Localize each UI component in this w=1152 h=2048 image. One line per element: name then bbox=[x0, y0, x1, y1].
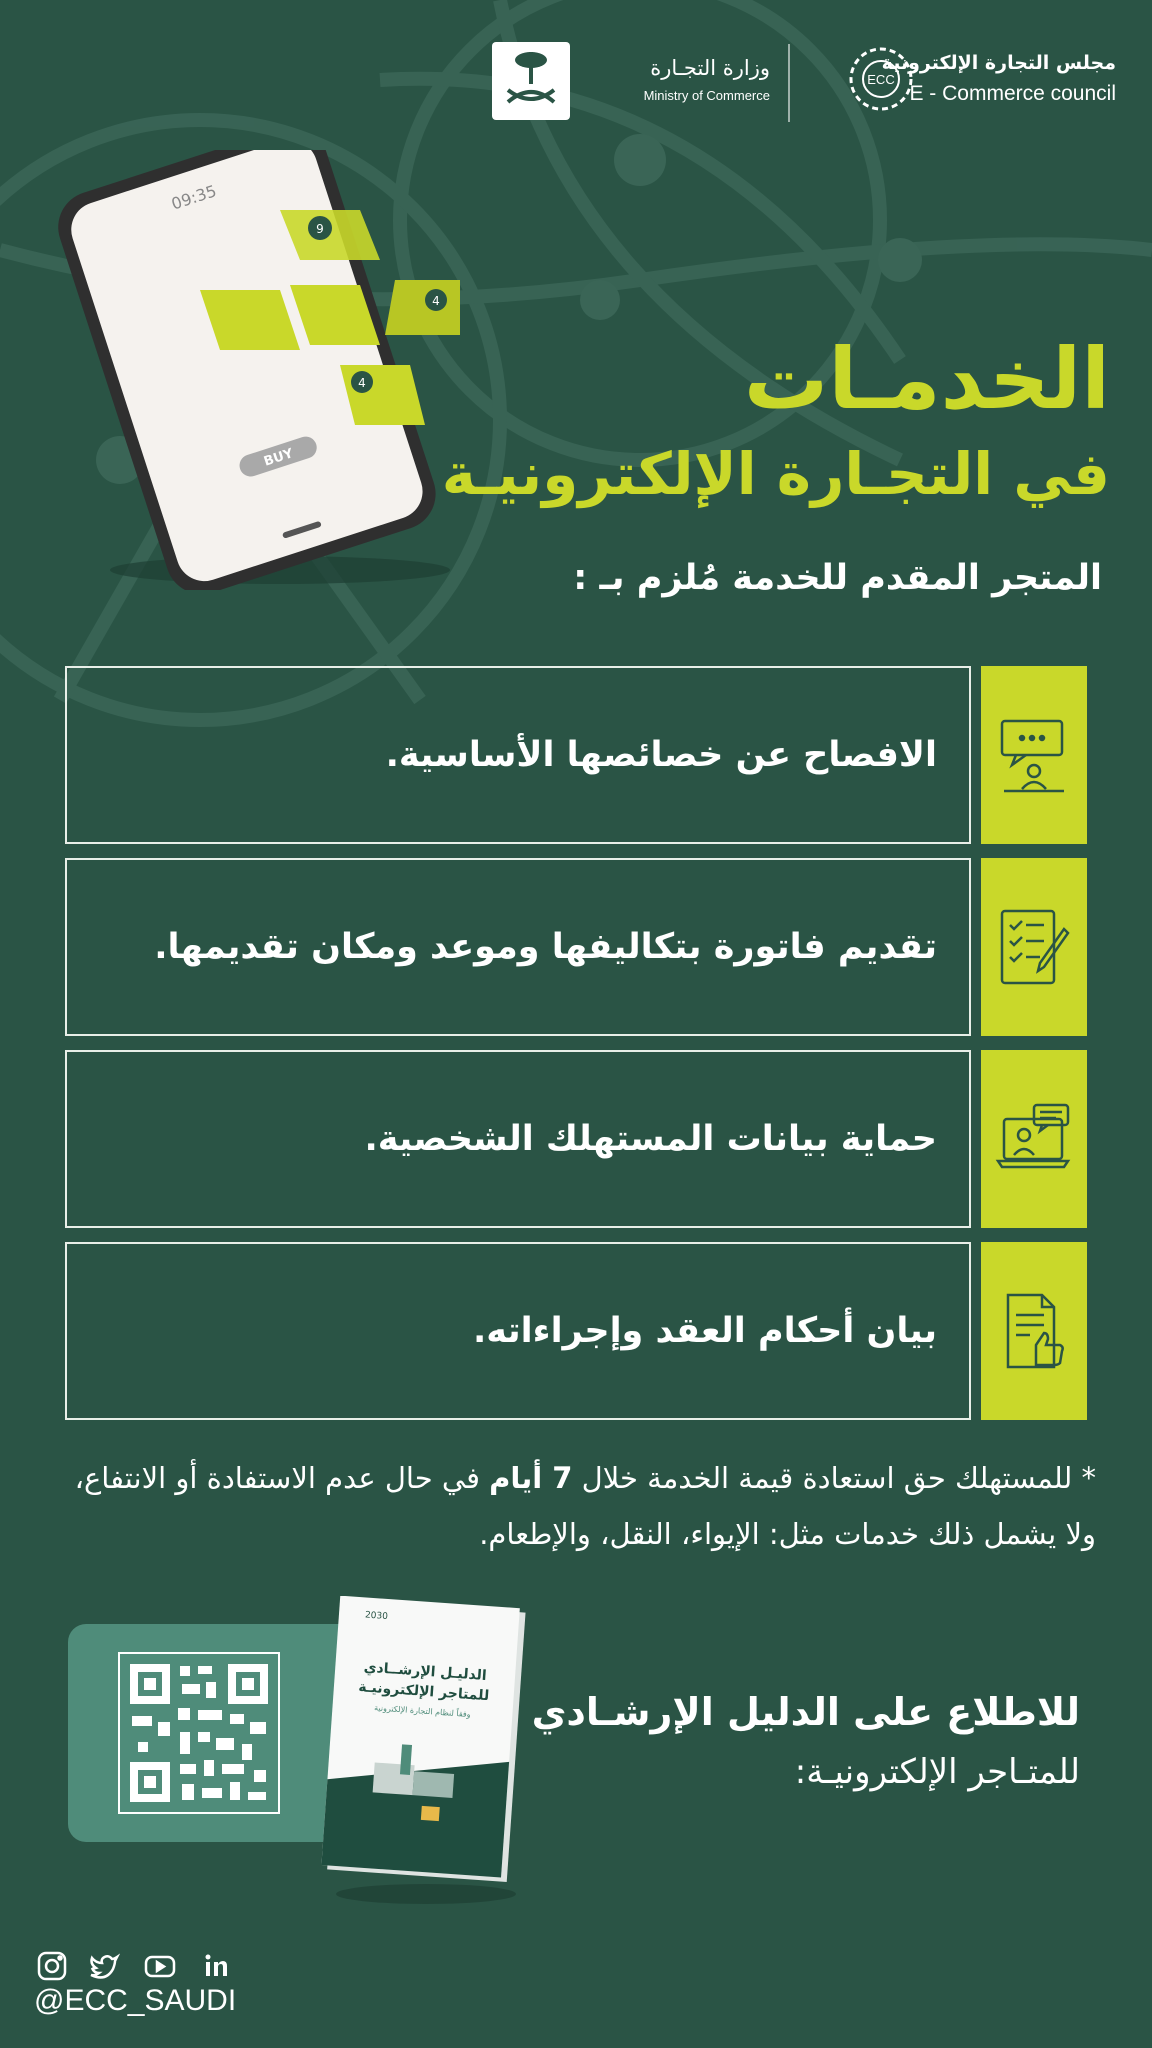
ecc-logo bbox=[816, 38, 1116, 128]
note-days: 7 أيام bbox=[489, 1461, 573, 1495]
phone-time: 09:35 bbox=[169, 181, 219, 214]
guide-cta-line1: للاطلاع على الدليل الإرشـادي bbox=[531, 1690, 1080, 1734]
badge-cart: 4 bbox=[358, 376, 366, 390]
guide-cta-line2: للمتـاجر الإلكترونيـة: bbox=[794, 1752, 1080, 1792]
list-item bbox=[65, 666, 1087, 844]
saudi-emblem-icon bbox=[492, 42, 570, 120]
twitter-icon[interactable] bbox=[88, 1950, 120, 1982]
item-text: بيان أحكام العقد وإجراءاته. bbox=[473, 1311, 937, 1351]
checklist-pencil-icon bbox=[994, 907, 1074, 987]
list-item bbox=[65, 1050, 1087, 1228]
intro-text: المتجر المقدم للخدمة مُلزم بـ : bbox=[573, 558, 1102, 598]
book-title1: الدليـل الإرشــادي bbox=[363, 1659, 488, 1685]
badge-bell: 9 bbox=[316, 222, 324, 236]
page-subtitle: في التجـارة الإلكترونيـة bbox=[441, 440, 1110, 508]
item-icon-box bbox=[981, 1050, 1087, 1228]
badge-truck: 4 bbox=[432, 294, 440, 308]
note-part2: في حال عدم الاستفادة أو الانتفاع، ولا يشمل ذلك خدمات مثل: الإيواء، النقل، والإطعام. bbox=[74, 1461, 1096, 1551]
social-handle[interactable]: @ECC_SAUDI bbox=[34, 1984, 237, 2017]
ecc-name-en: E - Commerce council bbox=[909, 82, 1116, 105]
item-text: الافصاح عن خصائصها الأساسية. bbox=[385, 735, 937, 775]
phone-illustration bbox=[40, 150, 460, 590]
presenter-speech-icon bbox=[994, 715, 1074, 795]
list-item bbox=[65, 1242, 1087, 1420]
note-part1: * للمستهلك حق استعادة قيمة الخدمة خلال bbox=[572, 1461, 1096, 1495]
list-item bbox=[65, 858, 1087, 1036]
moc-logo bbox=[496, 38, 770, 128]
item-icon-box bbox=[981, 666, 1087, 844]
book-vision: 2030 bbox=[364, 1610, 389, 1623]
item-icon-box bbox=[981, 1242, 1087, 1420]
moc-name-en: Ministry of Commerce bbox=[643, 88, 770, 103]
instagram-icon[interactable] bbox=[36, 1950, 68, 1982]
ecc-name-ar: مجلس التجارة الإلكترونية bbox=[881, 52, 1116, 74]
social-links bbox=[36, 1950, 296, 1982]
refund-note bbox=[36, 1450, 1096, 1562]
laptop-user-icon bbox=[994, 1099, 1074, 1179]
qr-code[interactable] bbox=[118, 1652, 280, 1814]
linkedin-icon[interactable] bbox=[200, 1950, 232, 1982]
page-title: الخدمـات bbox=[743, 330, 1110, 428]
moc-name-ar: وزارة التجـارة bbox=[650, 56, 770, 80]
document-thumbs-up-icon bbox=[994, 1291, 1074, 1371]
obligations-list bbox=[65, 666, 1087, 1434]
ecc-mark-text: ECC bbox=[867, 72, 895, 87]
header bbox=[496, 38, 1116, 128]
guide-book-cover bbox=[316, 1596, 536, 1906]
item-icon-box bbox=[981, 858, 1087, 1036]
item-text: تقديم فاتورة بتكاليفها وموعد ومكان تقديمها. bbox=[154, 927, 937, 967]
book-subtitle: وفقاً لنظام التجارة الإلكترونية bbox=[373, 1703, 471, 1720]
buy-button-label: BUY bbox=[262, 446, 296, 470]
book-title2: للمتاجر الإلكترونيـة bbox=[357, 1679, 490, 1705]
item-text: حماية بيانات المستهلك الشخصية. bbox=[364, 1119, 937, 1159]
header-divider bbox=[788, 44, 790, 122]
youtube-icon[interactable] bbox=[144, 1950, 176, 1982]
